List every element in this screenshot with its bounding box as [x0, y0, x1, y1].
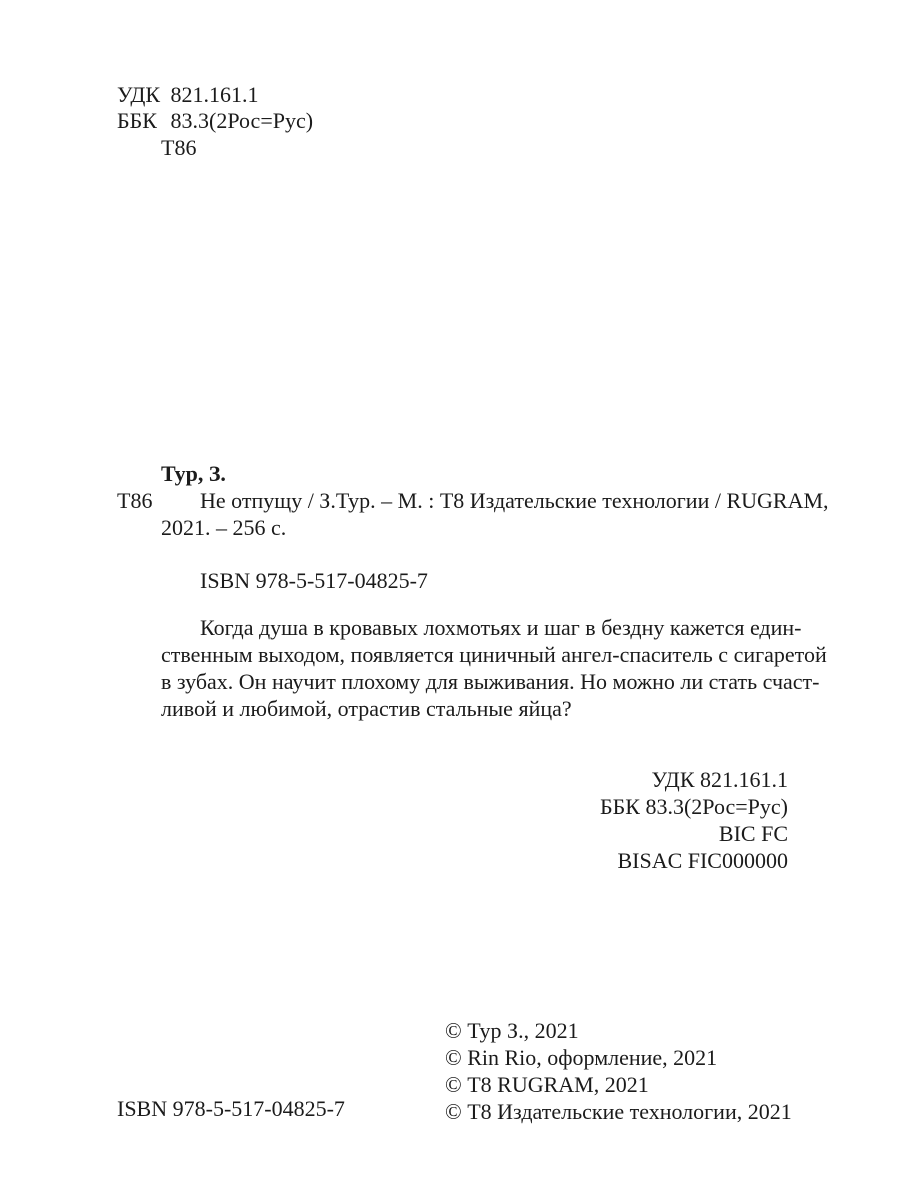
bib-year-pages-line: 2021. – 256 с. — [161, 515, 287, 540]
copyright-line: © Rin Rio, оформление, 2021 — [445, 1045, 718, 1070]
udk-value: 821.161.1 — [170, 82, 259, 107]
udk-label: УДК — [117, 82, 161, 107]
annotation-line: в зубах. Он научит плохому для выживания. Но можно ли стать счаст- — [161, 669, 820, 694]
bbk-value: 83.3(2Рос=Рус) — [170, 108, 314, 133]
bottom-isbn: ISBN 978-5-517-04825-7 — [117, 1096, 345, 1121]
annotation-line: Когда душа в кровавых лохмотьях и шаг в бездну кажется един- — [200, 615, 802, 640]
copyright-block — [445, 1017, 792, 1125]
bib-author-code: Т86 — [117, 488, 153, 513]
annotation-line: ственным выходом, появляется циничный ангел-спаситель с сигаретой — [161, 642, 827, 667]
right-bic: BIC FC — [718, 821, 788, 846]
bbk-label: ББК — [117, 108, 157, 133]
right-classification — [600, 766, 788, 874]
right-bbk: ББК 83.3(2Рос=Рус) — [600, 794, 788, 819]
annotation-paragraph — [161, 614, 827, 722]
right-bisac: BISAC FIC000000 — [617, 848, 788, 873]
top-author-code: Т86 — [161, 135, 197, 160]
top-bbk-line — [117, 106, 313, 136]
bib-title-line: Не отпущу / З.Тур. – М. : Т8 Издательские технологии / RUGRAM, — [200, 488, 829, 513]
annotation-line: ливой и любимой, отрастив стальные яйца? — [161, 696, 572, 721]
bib-author: Тур, З. — [161, 461, 226, 486]
bib-isbn: ISBN 978-5-517-04825-7 — [200, 568, 428, 593]
right-udk: УДК 821.161.1 — [651, 767, 788, 792]
copyright-line: © Т8 Издательские технологии, 2021 — [445, 1099, 792, 1124]
copyright-line: © Т8 RUGRAM, 2021 — [445, 1072, 649, 1097]
copyright-line: © Тур З., 2021 — [445, 1018, 579, 1043]
